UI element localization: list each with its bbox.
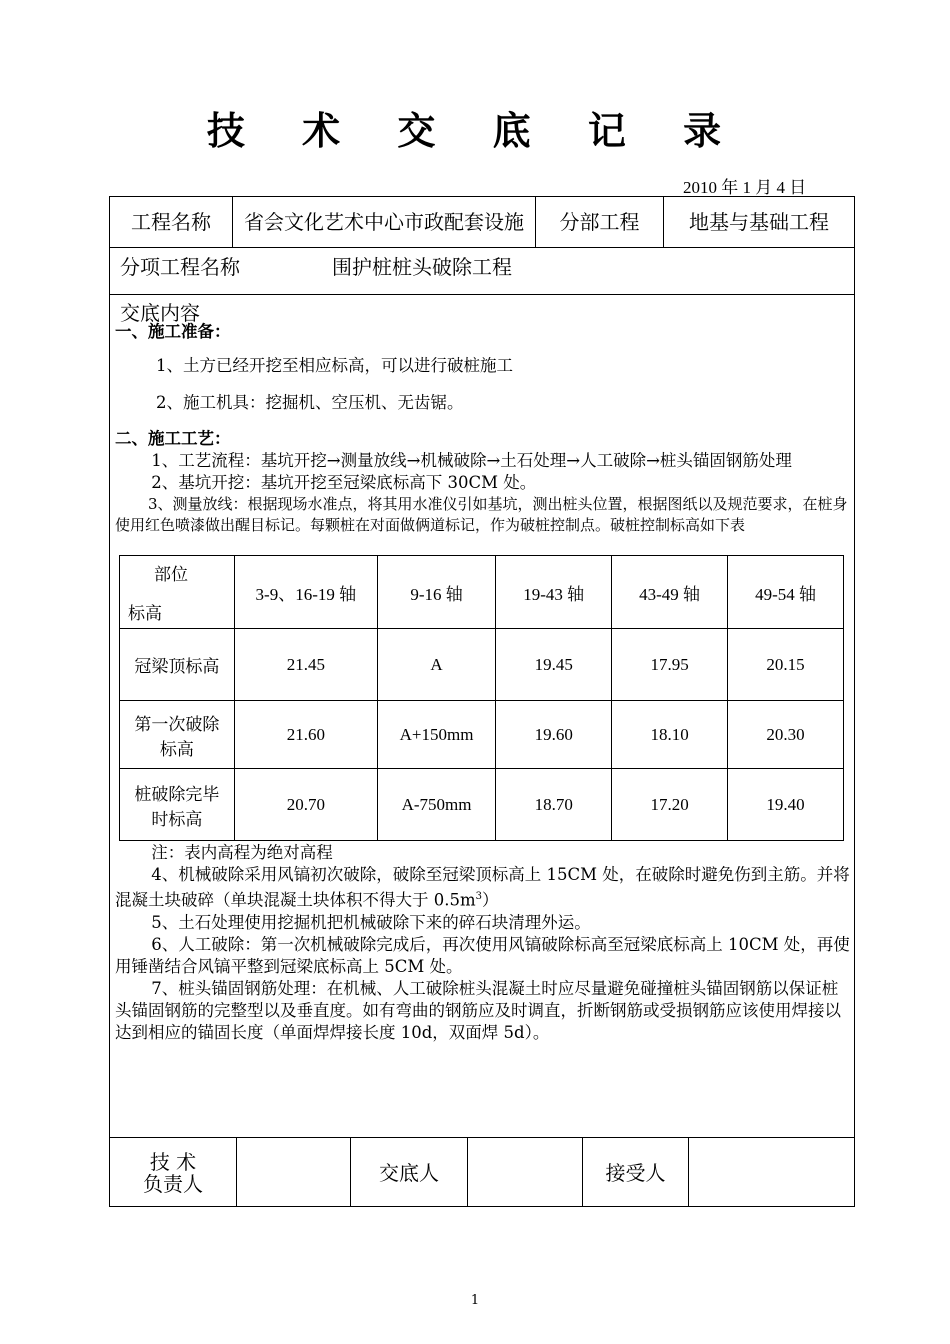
column-header: 9-16 轴 [377,556,496,629]
corner-bottom-label: 标高 [128,604,162,623]
table-cell: 19.45 [496,629,612,701]
table-row [120,701,844,769]
date: 2010 年 1 月 4 日 [683,178,807,197]
page-title: 技 术 交 底 记 录 [206,108,744,153]
process-item-7: 7、桩头锚固钢筋处理：在机械、人工破除桩头混凝土时应尽量避免碰撞桩头锚固钢筋以保证桩头锚固钢筋的完整型以及垂直度。如有弯曲的钢筋应及时调直，折断钢筋或受损钢筋应该使用焊接以达到相应的锚固长度（单面焊焊接长度 10d，双面焊 5d）。 [115,978,841,1042]
row-label: 冠梁顶标高 [120,629,235,701]
receiver-label: 接受人 [605,1160,666,1185]
table-cell: 19.40 [728,769,844,841]
table-cell: 18.70 [496,769,612,841]
section-process-continued [115,842,850,1044]
table-cell: 20.30 [728,701,844,769]
content-label: 交底内容 [120,301,200,325]
table-note: 注：表内高程为绝对高程 [151,843,333,862]
project-name-value: 省会文化艺术中心市政配套设施 [244,210,524,234]
table-cell: 21.60 [234,701,377,769]
table-cell: 20.70 [234,769,377,841]
table-cell: 17.95 [612,629,728,701]
project-name-label: 工程名称 [131,210,211,234]
sub-project-label: 分部工程 [559,210,640,234]
section-preparation [115,321,850,343]
table-cell: 20.15 [728,629,844,701]
discloser-label: 交底人 [379,1160,439,1185]
process-item-1: 1、工艺流程：基坑开挖→测量放线→机械破除→土石处理→人工破除→桩头锚固钢筋处理 [151,451,792,470]
column-header: 43-49 轴 [612,556,728,629]
table-cell: 18.10 [612,701,728,769]
prep-item-2: 2、施工机具：挖掘机、空压机、无齿锯。 [156,393,464,412]
table-cell: 17.20 [612,769,728,841]
process-item-6: 6、人工破除：第一次机械破除完成后，再次使用风镐破除标高至冠梁底标高上 10CM 处，再使用锤凿结合风镐平整到冠梁底标高上 5CM 处。 [115,934,850,976]
item-name-label: 分项工程名称 [120,255,240,279]
table-cell: 21.45 [234,629,377,701]
row-label: 桩破除完毕时标高 [120,769,235,841]
page-number: 1 [470,1293,480,1308]
sub-project-value: 地基与基础工程 [689,210,829,234]
table-row [120,629,844,701]
table-row [120,769,844,841]
column-header: 3-9、16-19 轴 [234,556,377,629]
row-label: 第一次破除标高 [120,701,235,769]
process-item-2: 2、基坑开挖：基坑开挖至冠梁底标高下 30CM 处。 [151,473,537,492]
process-item-4: 4、机械破除采用风镐初次破除，破除至冠梁顶标高上 15CM 处，在破除时避免伤到主筋。并将混凝土块破碎（单块混凝土块体积不得大于 $0.5m^3$） [115,865,850,910]
table-cell: A-750mm [377,769,496,841]
table-cell: A [377,629,496,701]
column-header: 49-54 轴 [728,556,844,629]
discloser-signature-field[interactable] [468,1138,582,1207]
section1-heading: 一、施工准备： [115,322,231,341]
item-name-value: 围护桩桩头破除工程 [332,255,512,279]
table-cell: 19.60 [496,701,612,769]
process-item-3: 3、测量放线：根据现场水准点，将其用水准仪引如基坑，测出桩头位置，根据图纸以及规范要求，在桩身使用红色喷漆做出醒目标记。每颗桩在对面做俩道标记，作为破桩控制点。破桩控制标高如下表 [115,495,848,534]
corner-top-label: 部位 [154,565,188,584]
section2-heading: 二、施工工艺： [115,429,231,448]
table-cell: A+150mm [377,701,496,769]
receiver-signature-field[interactable] [689,1138,854,1207]
section-process [115,428,850,536]
prep-item-1: 1、土方已经开挖至相应标高，可以进行破桩施工 [156,356,513,375]
column-header: 19-43 轴 [496,556,612,629]
table-corner-cell [120,556,235,629]
elevation-table [119,555,844,841]
record-form [109,196,855,1207]
process-item-5: 5、土石处理使用挖掘机把机械破除下来的碎石块清理外运。 [151,912,591,932]
tech-lead-signature-field[interactable] [237,1138,350,1207]
tech-lead-label: 技 术 负责人 [143,1149,203,1196]
